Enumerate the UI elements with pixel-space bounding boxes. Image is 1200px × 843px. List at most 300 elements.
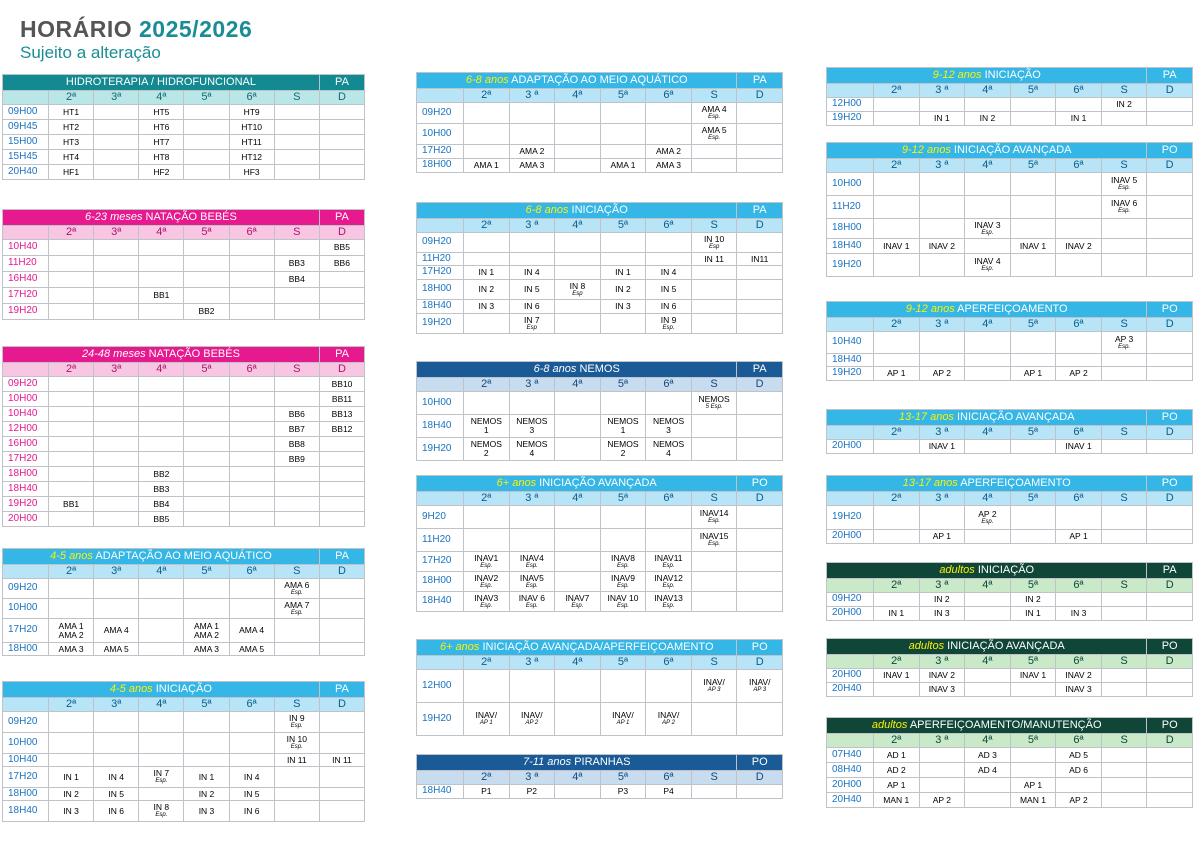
class-cell: [464, 529, 510, 552]
time-slot: 17H20: [3, 452, 49, 467]
day-header: D: [737, 771, 783, 785]
class-cell: [229, 754, 274, 767]
day-header: 3 ª: [919, 318, 965, 332]
time-slot: 19H20: [417, 703, 464, 736]
class-cell: [555, 253, 601, 266]
class-cell: [49, 579, 94, 599]
class-cell: [184, 120, 229, 135]
class-cell: [737, 552, 783, 572]
class-cell: IN 2: [965, 112, 1011, 126]
day-header: 3 ª: [509, 492, 555, 506]
class-cell: AMA 1: [464, 159, 510, 173]
class-cell: [509, 670, 555, 703]
time-slot: 11H20: [827, 196, 874, 219]
pool-badge: PA: [319, 210, 364, 226]
class-cell: [600, 103, 646, 124]
class-cell: NEMOS 1: [464, 415, 510, 438]
class-cell: [139, 754, 184, 767]
class-cell: [646, 253, 692, 266]
class-cell: [319, 135, 364, 150]
table-title: [417, 203, 737, 219]
day-header: 6ª: [646, 771, 692, 785]
table-row: [417, 592, 783, 612]
class-cell: [737, 266, 783, 280]
class-cell: [1010, 112, 1056, 126]
class-name: INICIAÇÃO: [984, 68, 1041, 81]
class-cell: [49, 712, 94, 733]
day-header: 2ª: [874, 579, 920, 593]
table-row: [417, 670, 783, 703]
class-cell: [49, 437, 94, 452]
age-range: adultos: [908, 639, 945, 652]
class-cell: [691, 592, 737, 612]
day-header: 6ª: [1056, 426, 1102, 440]
table-row: [3, 377, 365, 392]
class-cell: [49, 392, 94, 407]
class-cell: BB3: [139, 482, 184, 497]
table-row: [3, 165, 365, 180]
day-header: 4ª: [555, 378, 601, 392]
time-slot: 20H40: [827, 683, 874, 697]
class-cell: [600, 506, 646, 529]
class-cell: [319, 733, 364, 754]
class-cell: [319, 467, 364, 482]
class-cell: [184, 482, 229, 497]
class-cell: [1101, 593, 1147, 607]
corner-cell: [827, 492, 874, 506]
class-cell: [1147, 332, 1193, 354]
class-cell: HT5: [139, 105, 184, 120]
class-cell: [1147, 98, 1193, 112]
table-row: [3, 437, 365, 452]
class-cell: IN 11: [319, 754, 364, 767]
class-cell: [274, 512, 319, 527]
class-cell: [464, 392, 510, 415]
pool-badge: PA: [737, 203, 783, 219]
class-cell: [184, 150, 229, 165]
class-cell: IN 1: [184, 767, 229, 788]
class-cell: [1010, 354, 1056, 367]
class-cell: [1147, 173, 1193, 196]
class-cell: IN 10 Esp: [691, 233, 737, 253]
class-name: NATAÇÃO BEBÉS: [148, 347, 240, 360]
class-cell: [919, 173, 965, 196]
time-slot: 19H20: [3, 304, 49, 320]
age-range: 9-12 anos: [932, 68, 982, 81]
day-header: D: [319, 226, 364, 240]
corner-cell: [417, 492, 464, 506]
time-slot: 10H40: [827, 332, 874, 354]
class-cell: AMA 1 AMA 2: [184, 619, 229, 643]
day-header: D: [319, 698, 364, 712]
class-cell: AMA 1 AMA 2: [49, 619, 94, 643]
table-row: [3, 512, 365, 527]
class-cell: INAV15 Esp.: [691, 529, 737, 552]
class-cell: [49, 512, 94, 527]
class-cell: [319, 288, 364, 304]
day-header: 2ª: [464, 771, 510, 785]
corner-cell: [3, 91, 49, 105]
class-name: HIDROTERAPIA / HIDROFUNCIONAL: [65, 75, 256, 88]
class-cell: [229, 407, 274, 422]
table-row: [3, 288, 365, 304]
class-cell: [600, 392, 646, 415]
class-cell: [94, 482, 139, 497]
class-cell: AMA 4 Esp.: [691, 103, 737, 124]
class-cell: BB1: [49, 497, 94, 512]
class-cell: [1101, 354, 1147, 367]
class-cell: [555, 506, 601, 529]
class-cell: [464, 145, 510, 159]
table-row: [3, 256, 365, 272]
pool-badge: PA: [1147, 68, 1193, 84]
class-cell: HT4: [49, 150, 94, 165]
class-cell: INAV/ AP 2: [509, 703, 555, 736]
pool-badge: PA: [737, 73, 783, 89]
class-cell: IN 2: [1101, 98, 1147, 112]
table-row: [417, 159, 783, 173]
class-cell: [965, 593, 1011, 607]
table-row: [3, 767, 365, 788]
class-cell: NEMOS 2: [464, 438, 510, 461]
class-cell: [319, 165, 364, 180]
class-cell: [184, 452, 229, 467]
day-header: 6ª: [229, 226, 274, 240]
class-cell: IN 5: [646, 280, 692, 300]
class-cell: [737, 438, 783, 461]
day-header: 4ª: [139, 226, 184, 240]
class-cell: [229, 256, 274, 272]
schedule-table-inavap-6: [416, 639, 783, 736]
class-cell: [94, 407, 139, 422]
class-cell: [1147, 219, 1193, 239]
class-cell: [737, 103, 783, 124]
table-row: [3, 733, 365, 754]
day-header: 5ª: [184, 698, 229, 712]
class-cell: [600, 314, 646, 334]
table-row: [417, 506, 783, 529]
table-row: [827, 367, 1193, 381]
class-cell: [1056, 173, 1102, 196]
class-cell: [274, 288, 319, 304]
day-header: 4ª: [965, 84, 1011, 98]
class-cell: [1101, 219, 1147, 239]
class-cell: [919, 254, 965, 277]
table-title: [417, 73, 737, 89]
class-cell: [464, 124, 510, 145]
class-cell: [555, 145, 601, 159]
class-cell: [1147, 354, 1193, 367]
day-header: 3 ª: [919, 579, 965, 593]
age-range: 6-8 anos: [525, 203, 569, 216]
table-row: [3, 497, 365, 512]
class-cell: INAV11 Esp.: [646, 552, 692, 572]
day-header: 2ª: [464, 219, 510, 233]
class-cell: P1: [464, 785, 510, 799]
time-slot: 18H40: [417, 592, 464, 612]
class-cell: INAV/ AP 1: [464, 703, 510, 736]
day-header: 3ª: [94, 91, 139, 105]
pool-badge: PO: [737, 476, 783, 492]
day-header: 2ª: [464, 492, 510, 506]
class-cell: AP 1: [1056, 530, 1102, 544]
class-cell: [139, 392, 184, 407]
class-cell: [94, 422, 139, 437]
table-title: [417, 755, 737, 771]
age-range: 6+ anos: [496, 476, 537, 489]
class-cell: [274, 619, 319, 643]
class-cell: [139, 304, 184, 320]
class-cell: [691, 300, 737, 314]
time-slot: 18H00: [3, 788, 49, 801]
class-cell: P4: [646, 785, 692, 799]
table-row: [827, 748, 1193, 763]
class-cell: [600, 124, 646, 145]
time-slot: 18H00: [827, 219, 874, 239]
pool-badge: PO: [1147, 639, 1193, 655]
class-cell: AD 3: [965, 748, 1011, 763]
day-header: 6ª: [646, 492, 692, 506]
table-row: [3, 105, 365, 120]
class-cell: [600, 233, 646, 253]
day-header: D: [1147, 159, 1193, 173]
class-cell: [965, 683, 1011, 697]
day-header: 4ª: [965, 734, 1011, 748]
class-cell: [965, 196, 1011, 219]
day-header: 5ª: [1010, 492, 1056, 506]
table-row: [417, 392, 783, 415]
table-row: [827, 607, 1193, 621]
class-cell: [1101, 793, 1147, 808]
table-title: [827, 143, 1147, 159]
day-header: 3 ª: [919, 426, 965, 440]
schedule-table-bebes-24-48: [2, 346, 365, 527]
time-slot: 15H45: [3, 150, 49, 165]
class-cell: [229, 272, 274, 288]
class-cell: HT9: [229, 105, 274, 120]
schedule-table-ap-9-12: [826, 301, 1193, 381]
class-cell: AMA 3: [646, 159, 692, 173]
class-cell: [49, 288, 94, 304]
class-name: APERFEIÇOAMENTO/MANUTENÇÃO: [909, 718, 1102, 731]
class-cell: NEMOS 2: [600, 438, 646, 461]
class-cell: AMA 5: [94, 643, 139, 656]
class-cell: [319, 579, 364, 599]
class-cell: IN 3: [1056, 607, 1102, 621]
class-cell: INAV 1: [874, 239, 920, 254]
class-cell: NEMOS 5 Esp.: [691, 392, 737, 415]
class-cell: AMA 3: [509, 159, 555, 173]
class-cell: [274, 377, 319, 392]
class-cell: [139, 377, 184, 392]
class-cell: [139, 733, 184, 754]
class-cell: HT2: [49, 120, 94, 135]
table-row: [417, 572, 783, 592]
class-cell: [1010, 748, 1056, 763]
class-cell: BB2: [184, 304, 229, 320]
class-cell: [737, 314, 783, 334]
class-cell: [965, 173, 1011, 196]
class-cell: [319, 304, 364, 320]
age-range: adultos: [939, 563, 975, 576]
table-title: [827, 302, 1147, 318]
class-cell: AMA 5 Esp.: [691, 124, 737, 145]
class-cell: [184, 599, 229, 619]
time-slot: 10H00: [827, 173, 874, 196]
class-cell: [139, 422, 184, 437]
class-cell: AMA 2: [509, 145, 555, 159]
class-cell: [184, 512, 229, 527]
table-row: [827, 683, 1193, 697]
class-cell: [555, 103, 601, 124]
class-cell: [737, 592, 783, 612]
table-row: [3, 120, 365, 135]
table-row: [417, 529, 783, 552]
class-cell: IN 5: [509, 280, 555, 300]
class-cell: [274, 120, 319, 135]
class-name: ADAPTAÇÃO AO MEIO AQUÁTICO: [511, 73, 688, 86]
class-cell: IN 4: [509, 266, 555, 280]
class-cell: AMA 6 Esp.: [274, 579, 319, 599]
table-row: [417, 233, 783, 253]
day-header: 5ª: [1010, 734, 1056, 748]
class-cell: [1147, 793, 1193, 808]
day-header: 4ª: [965, 579, 1011, 593]
class-cell: [965, 793, 1011, 808]
class-cell: [274, 392, 319, 407]
day-header: 3 ª: [509, 771, 555, 785]
day-header: 5ª: [600, 219, 646, 233]
table-row: [827, 239, 1193, 254]
table-row: [827, 254, 1193, 277]
pool-badge: PA: [1147, 563, 1193, 579]
class-cell: [737, 529, 783, 552]
schedule-table-ap-13-17: [826, 475, 1193, 544]
table-row: [827, 112, 1193, 126]
schedule-table-inav-9-12: [826, 142, 1193, 277]
class-cell: [229, 467, 274, 482]
age-range: 13-17 anos: [902, 476, 958, 489]
class-cell: [49, 407, 94, 422]
table-row: [827, 593, 1193, 607]
table-row: [3, 801, 365, 822]
class-cell: [229, 712, 274, 733]
class-cell: [319, 788, 364, 801]
class-cell: [94, 437, 139, 452]
day-header: 5ª: [184, 91, 229, 105]
table-row: [3, 619, 365, 643]
class-cell: IN 4: [646, 266, 692, 280]
day-header: S: [691, 378, 737, 392]
table-row: [417, 703, 783, 736]
table-row: [827, 332, 1193, 354]
day-header: 2ª: [874, 492, 920, 506]
day-header: D: [319, 565, 364, 579]
class-cell: [319, 150, 364, 165]
class-cell: INAV 1: [874, 669, 920, 683]
day-header: 5ª: [1010, 579, 1056, 593]
time-slot: 20H00: [827, 607, 874, 621]
class-cell: IN 1: [1056, 112, 1102, 126]
day-header: 6ª: [646, 219, 692, 233]
class-cell: [229, 599, 274, 619]
class-name: INICIAÇÃO AVANÇADA: [953, 143, 1072, 156]
class-cell: AP 2: [1056, 367, 1102, 381]
schedule-table-ama-4-5: [2, 548, 365, 656]
day-header: 5ª: [1010, 159, 1056, 173]
class-cell: IN 3: [600, 300, 646, 314]
class-name: APERFEIÇOAMENTO: [957, 302, 1068, 315]
table-row: [417, 415, 783, 438]
day-header: 6ª: [646, 378, 692, 392]
time-slot: 07H40: [827, 748, 874, 763]
class-cell: [184, 712, 229, 733]
class-cell: [184, 407, 229, 422]
table-row: [827, 530, 1193, 544]
table-title: [827, 410, 1147, 426]
day-header: 5ª: [1010, 655, 1056, 669]
time-slot: 09H20: [3, 377, 49, 392]
class-cell: BB13: [319, 407, 364, 422]
schedule-table-ini-4-5: [2, 681, 365, 822]
class-cell: AMA 3: [184, 643, 229, 656]
table-row: [3, 599, 365, 619]
class-cell: [319, 482, 364, 497]
class-cell: [874, 332, 920, 354]
class-cell: [1056, 254, 1102, 277]
class-cell: [600, 670, 646, 703]
class-cell: [49, 452, 94, 467]
table-row: [827, 778, 1193, 793]
class-cell: [1010, 683, 1056, 697]
schedule-table-hidroterapia: [2, 74, 365, 180]
table-title: [3, 682, 320, 698]
class-cell: [919, 196, 965, 219]
class-cell: [691, 552, 737, 572]
class-cell: IN 1: [919, 112, 965, 126]
day-header: 6ª: [1056, 579, 1102, 593]
day-header: 6ª: [229, 698, 274, 712]
class-cell: [229, 579, 274, 599]
day-header: 5ª: [1010, 84, 1056, 98]
day-header: 4ª: [555, 492, 601, 506]
class-cell: [1147, 254, 1193, 277]
class-cell: INAV 1: [1010, 239, 1056, 254]
time-slot: 11H20: [417, 253, 464, 266]
class-cell: [874, 506, 920, 530]
time-slot: 19H20: [417, 438, 464, 461]
class-cell: BB12: [319, 422, 364, 437]
class-cell: [464, 670, 510, 703]
time-slot: 18H40: [827, 354, 874, 367]
corner-cell: [417, 219, 464, 233]
class-cell: [464, 314, 510, 334]
class-cell: BB6: [274, 407, 319, 422]
class-cell: HT8: [139, 150, 184, 165]
day-header: 5ª: [600, 89, 646, 103]
time-slot: 20H40: [827, 793, 874, 808]
class-cell: BB9: [274, 452, 319, 467]
class-cell: [874, 683, 920, 697]
class-cell: [646, 529, 692, 552]
class-cell: BB4: [274, 272, 319, 288]
class-cell: [965, 607, 1011, 621]
table-row: [3, 712, 365, 733]
corner-cell: [827, 426, 874, 440]
day-header: 3ª: [94, 565, 139, 579]
corner-cell: [3, 363, 49, 377]
time-slot: 9H20: [417, 506, 464, 529]
